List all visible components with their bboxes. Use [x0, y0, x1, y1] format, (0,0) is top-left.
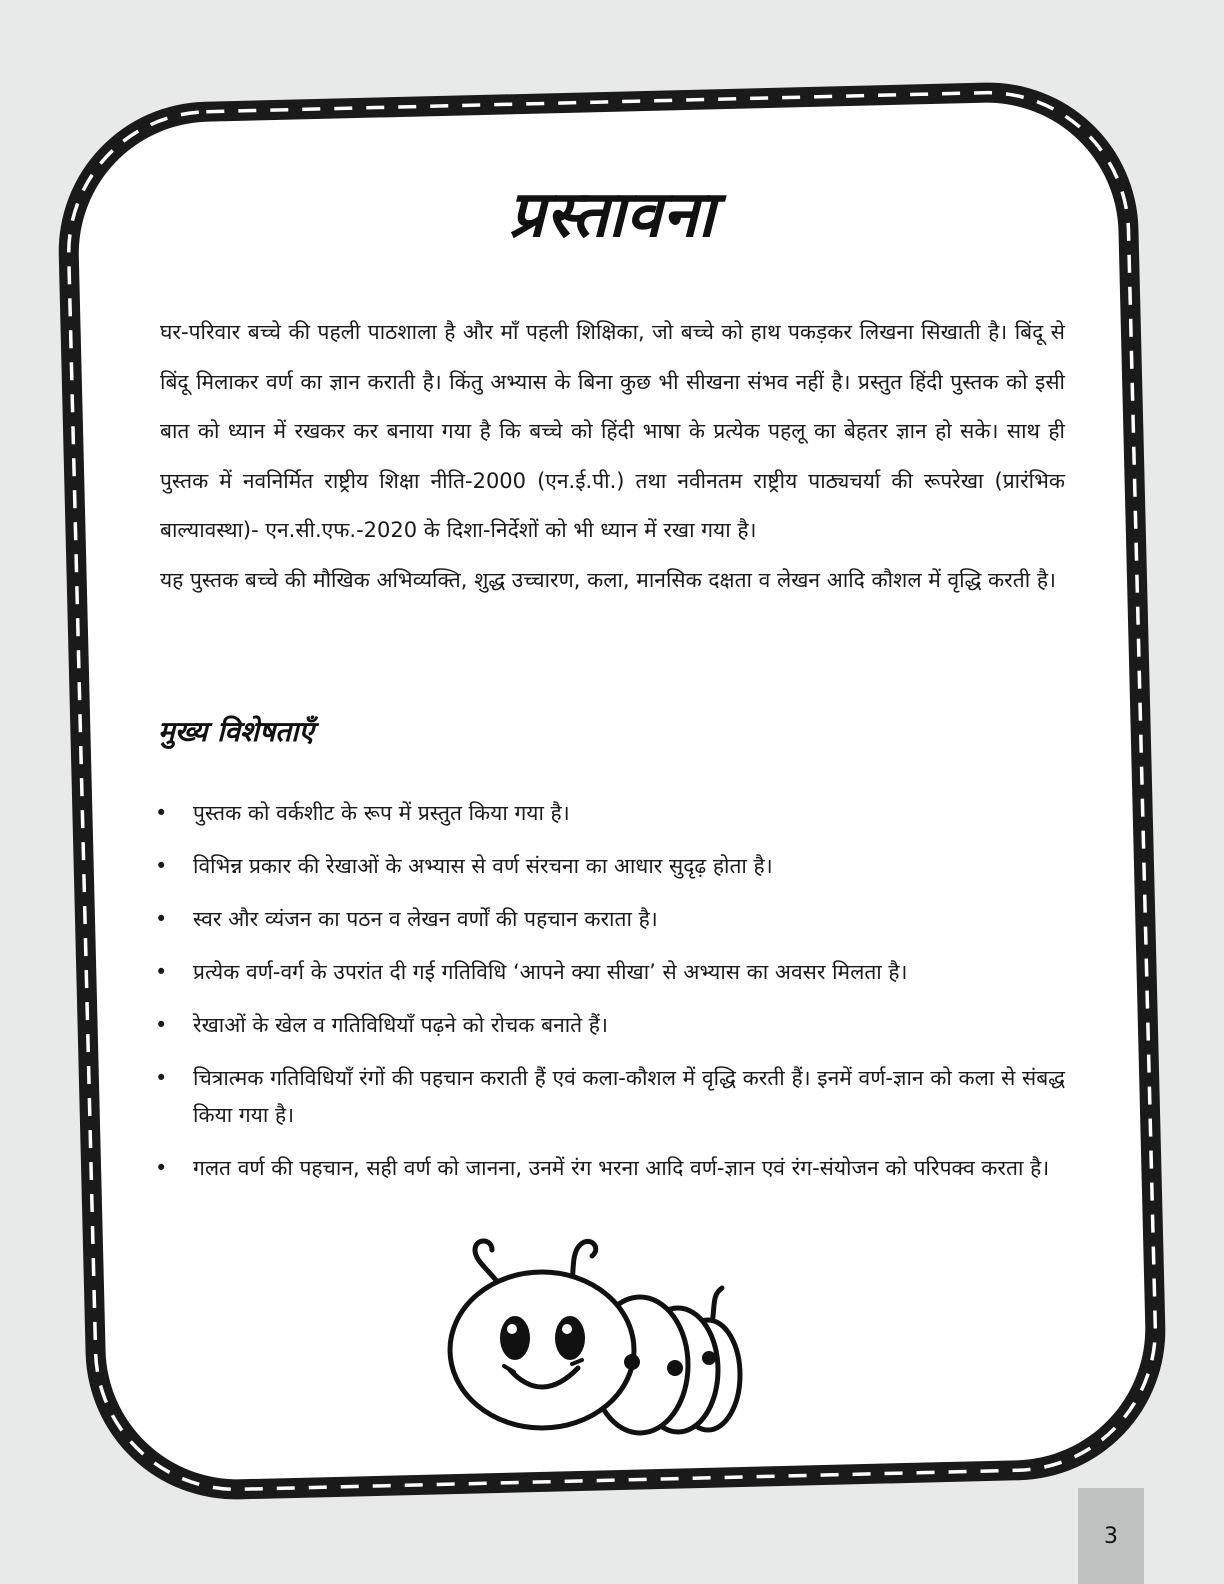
feature-item	[155, 901, 1065, 938]
caterpillar-head	[450, 1272, 634, 1428]
features-list	[155, 795, 1065, 1203]
bullet-icon: •	[155, 801, 168, 825]
body-spot	[624, 1354, 640, 1370]
feature-item	[155, 1060, 1065, 1134]
feature-text: पुस्तक को वर्कशीट के रूप में प्रस्तुत किया गया है।	[193, 801, 570, 825]
feature-text: स्वर और व्यंजन का पठन व लेखन वर्णों की पहचान कराता है।	[193, 907, 658, 931]
body-spot	[667, 1360, 683, 1376]
intro-paragraph-2: यह पुस्तक बच्चे की मौखिक अभिव्यक्ति, शुद्ध उच्चारण, कला, मानसिक दक्षता व लेखन आदि कौशल में वृद्धि करती है।	[160, 567, 1056, 592]
feature-item	[155, 954, 1065, 991]
caterpillar-illustration	[430, 1230, 750, 1460]
bullet-icon: •	[155, 907, 168, 931]
feature-text: विभिन्न प्रकार की रेखाओं के अभ्यास से वर्ण संरचना का आधार सुदृढ़ होता है।	[193, 854, 773, 878]
bullet-icon: •	[155, 1066, 168, 1090]
bullet-icon: •	[155, 1013, 168, 1037]
feature-text: गलत वर्ण की पहचान, सही वर्ण को जानना, उनमें रंग भरना आदि वर्ण-ज्ञान एवं रंग-संयोजन को परिपक्व करता है।	[193, 1156, 1050, 1180]
page-number: 3	[1078, 1488, 1144, 1584]
feature-item	[155, 1150, 1065, 1187]
feature-item	[155, 1007, 1065, 1044]
bullet-icon: •	[155, 960, 168, 984]
intro-text	[160, 308, 1065, 605]
feature-text: चित्रात्मक गतिविधियाँ रंगों की पहचान कराती हैं एवं कला-कौशल में वृद्धि करती हैं। इनमें वर्ण-ज्ञान को कला से संबद्ध किया गया है।	[193, 1066, 1065, 1127]
page-title: प्रस्तावना	[508, 178, 716, 252]
feature-text: रेखाओं के खेल व गतिविधियाँ पढ़ने को रोचक बनाते हैं।	[193, 1013, 608, 1037]
bullet-icon: •	[155, 1156, 168, 1180]
feature-item	[155, 795, 1065, 832]
features-heading: मुख्य विशेषताएँ	[158, 715, 314, 748]
feature-text: प्रत्येक वर्ण-वर्ग के उपरांत दी गई गतिविधि ‘आपने क्या सीखा’ से अभ्यास का अवसर मिलता है।	[193, 960, 908, 984]
intro-paragraph-1: घर-परिवार बच्चे की पहली पाठशाला है और माँ पहली शिक्षिका, जो बच्चे को हाथ पकड़कर लिखना सिखाती है। बिंदू से बिंदू मिलाकर वर्ण का ज्ञान कराती है। किंतु अभ्यास के बिना कुछ भी सीखना संभव नहीं है। प्रस्तुत हिंदी पुस्तक को इसी बात को ध्यान में रखकर कर बनाया गया है कि बच्चे को हिंदी भाषा के प्रत्येक पहलू का बेहतर ज्ञान हो सके। साथ ही पुस्तक में नवनिर्मित राष्ट्रीय शिक्षा नीति-2000 (एन.ई.पी.) तथा नवीनतम राष्ट्रीय पाठ्यचर्या की रूपरेखा (प्रारंभिक बाल्यावस्था)- एन.सी.एफ.-2020 के दिशा-निर्देशों को भी ध्यान में रखा गया है।	[160, 320, 1065, 542]
bullet-icon: •	[155, 854, 168, 878]
body-spot	[702, 1351, 716, 1365]
feature-item	[155, 848, 1065, 885]
